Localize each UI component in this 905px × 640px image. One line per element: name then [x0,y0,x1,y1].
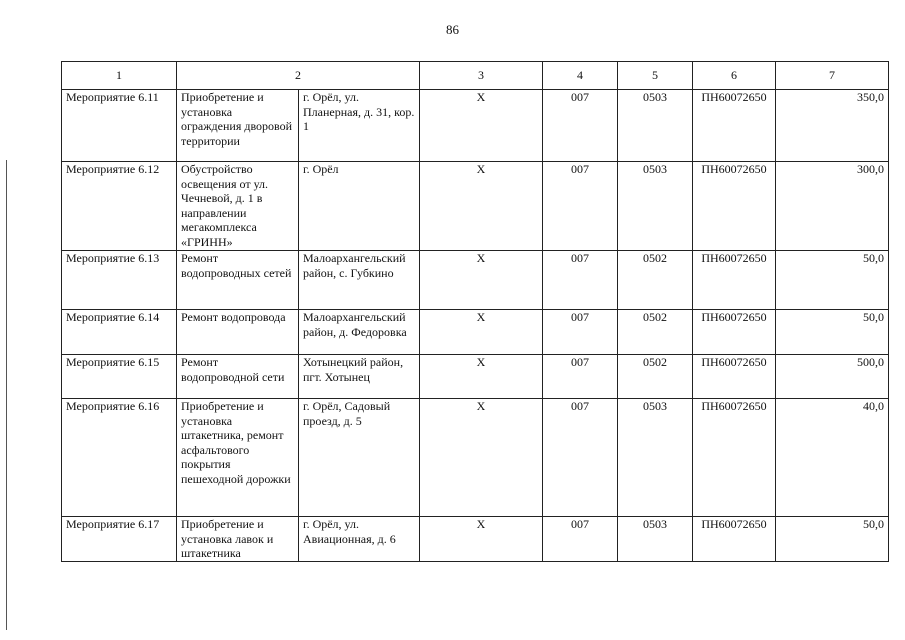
col-5-cell: 0503 [618,399,693,517]
col-6-cell: ПН60072650 [693,162,776,251]
table-row [62,355,889,399]
col-3-cell: X [420,517,543,562]
work-description-cell: Ремонт водопровода [177,310,299,355]
location-cell: г. Орёл [299,162,420,251]
col-4-cell: 007 [543,517,618,562]
col-5-cell: 0503 [618,90,693,162]
col-5-cell: 0502 [618,310,693,355]
activities-table [61,61,889,562]
table-row [62,517,889,562]
col-3-cell: X [420,355,543,399]
page-edge-line [6,160,7,630]
col-3-cell: X [420,90,543,162]
work-description-cell: Ремонт водопроводных сетей [177,251,299,310]
activity-name-cell: Мероприятие 6.15 [62,355,177,399]
table-row [62,399,889,517]
work-description-cell: Ремонт водопроводной сети [177,355,299,399]
amount-cell: 50,0 [776,251,889,310]
header-col-4: 4 [543,62,618,90]
col-5-cell: 0503 [618,162,693,251]
activity-name-cell: Мероприятие 6.17 [62,517,177,562]
col-4-cell: 007 [543,399,618,517]
table-row [62,310,889,355]
location-cell: г. Орёл, Садовый проезд, д. 5 [299,399,420,517]
location-cell: Хотынецкий район, пгт. Хотынец [299,355,420,399]
activity-name-cell: Мероприятие 6.14 [62,310,177,355]
location-cell: г. Орёл, ул. Планерная, д. 31, кор. 1 [299,90,420,162]
table-row [62,251,889,310]
activity-name-cell: Мероприятие 6.16 [62,399,177,517]
header-col-1: 1 [62,62,177,90]
col-6-cell: ПН60072650 [693,251,776,310]
col-6-cell: ПН60072650 [693,399,776,517]
col-5-cell: 0502 [618,355,693,399]
col-4-cell: 007 [543,162,618,251]
col-4-cell: 007 [543,90,618,162]
col-6-cell: ПН60072650 [693,517,776,562]
activity-name-cell: Мероприятие 6.11 [62,90,177,162]
work-description-cell: Обустройство освещения от ул. Чечневой, д. 1 в направлении мегакомплекса «ГРИНН» [177,162,299,251]
col-3-cell: X [420,399,543,517]
activity-name-cell: Мероприятие 6.13 [62,251,177,310]
col-5-cell: 0502 [618,251,693,310]
table-header-row [62,62,889,90]
header-col-3: 3 [420,62,543,90]
col-4-cell: 007 [543,355,618,399]
amount-cell: 300,0 [776,162,889,251]
col-6-cell: ПН60072650 [693,90,776,162]
amount-cell: 50,0 [776,310,889,355]
header-col-7: 7 [776,62,889,90]
table-row [62,162,889,251]
amount-cell: 350,0 [776,90,889,162]
location-cell: Малоархангельский район, с. Губкино [299,251,420,310]
col-4-cell: 007 [543,251,618,310]
header-col-2: 2 [177,62,420,90]
page-number: 86 [446,22,459,37]
header-col-5: 5 [618,62,693,90]
col-3-cell: X [420,310,543,355]
work-description-cell: Приобретение и установка лавок и штакетника [177,517,299,562]
amount-cell: 50,0 [776,517,889,562]
col-3-cell: X [420,251,543,310]
activity-name-cell: Мероприятие 6.12 [62,162,177,251]
col-6-cell: ПН60072650 [693,355,776,399]
location-cell: Малоархангельский район, д. Федоровка [299,310,420,355]
col-5-cell: 0503 [618,517,693,562]
location-cell: г. Орёл, ул. Авиационная, д. 6 [299,517,420,562]
col-3-cell: X [420,162,543,251]
work-description-cell: Приобретение и установка штакетника, ремонт асфальтового покрытия пешеходной дорожки [177,399,299,517]
work-description-cell: Приобретение и установка ограждения дворовой территории [177,90,299,162]
table-row [62,90,889,162]
amount-cell: 40,0 [776,399,889,517]
header-col-6: 6 [693,62,776,90]
col-6-cell: ПН60072650 [693,310,776,355]
col-4-cell: 007 [543,310,618,355]
amount-cell: 500,0 [776,355,889,399]
